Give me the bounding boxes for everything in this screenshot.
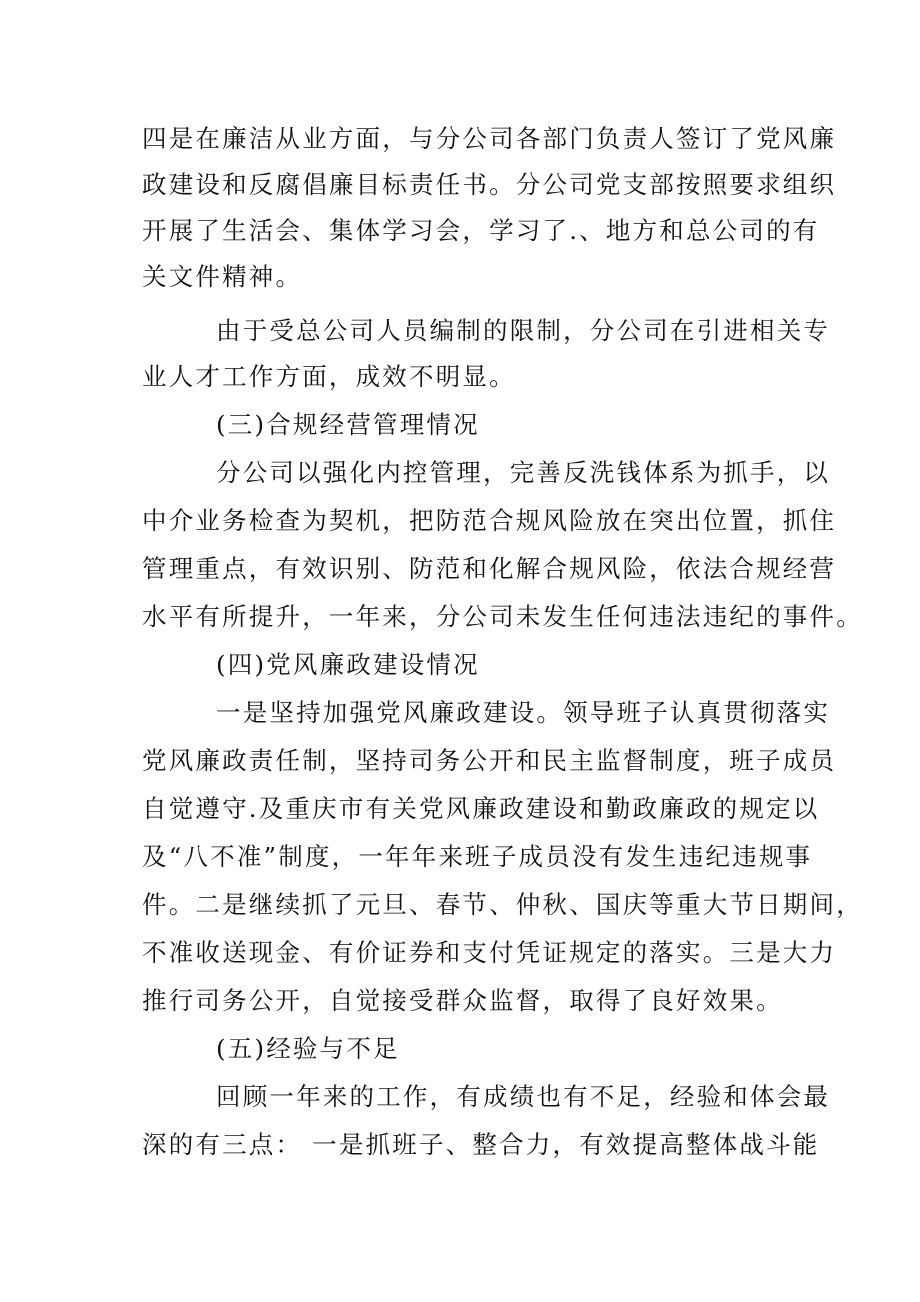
text-line: 政建设和反腐倡廉目标责任书。分公司党支部按照要求组织 [142, 170, 837, 199]
section-heading: (四)党风廉政建设情况 [216, 650, 480, 679]
text-line: 水平有所提升，一年来，分公司未发生任何违法违纪的事件。 [142, 602, 863, 631]
text-line: 业人才工作方面，成效不明显。 [142, 362, 516, 391]
text-line: 推行司务公开，自觉接受群众监督，取得了良好效果。 [142, 986, 783, 1015]
text-line: 中介业务检查为契机，把防范合规风险放在突出位置，抓住 [142, 506, 837, 535]
text-line: 四是在廉洁从业方面，与分公司各部门负责人签订了党风廉 [142, 124, 837, 153]
text-line: 不准收送现金、有价证券和支付凭证规定的落实。三是大力 [142, 938, 837, 967]
text-line: 回顾一年来的工作，有成绩也有不足，经验和体会最 [216, 1082, 831, 1111]
text-line: 党风廉政责任制，坚持司务公开和民主监督制度，班子成员 [142, 746, 837, 775]
text-line: 关文件精神。 [142, 262, 303, 291]
text-line: 自觉遵守.及重庆市有关党风廉政建设和勤政廉政的规定以 [142, 794, 820, 823]
text-line: 一是坚持加强党风廉政建设。领导班子认真贯彻落实 [216, 698, 831, 727]
text-line: 开展了生活会、集体学习会，学习了.、地方和总公司的有 [142, 216, 820, 245]
text-line: 由于受总公司人员编制的限制，分公司在引进相关专 [216, 316, 831, 345]
text-line: 深的有三点： 一是抓班子、整合力，有效提高整体战斗能 [142, 1130, 820, 1159]
text-line: 分公司以强化内控管理，完善反洗钱体系为抓手，以 [216, 458, 831, 487]
section-heading: (三)合规经营管理情况 [216, 410, 480, 439]
text-line: 及“八不准”制度，一年年来班子成员没有发生违纪违规事 [142, 842, 813, 871]
section-heading: (五)经验与不足 [216, 1034, 400, 1063]
text-line: 管理重点，有效识别、防范和化解合规风险，依法合规经营 [142, 554, 837, 583]
text-line: 件。二是继续抓了元旦、春节、仲秋、国庆等重大节日期间， [142, 890, 863, 919]
